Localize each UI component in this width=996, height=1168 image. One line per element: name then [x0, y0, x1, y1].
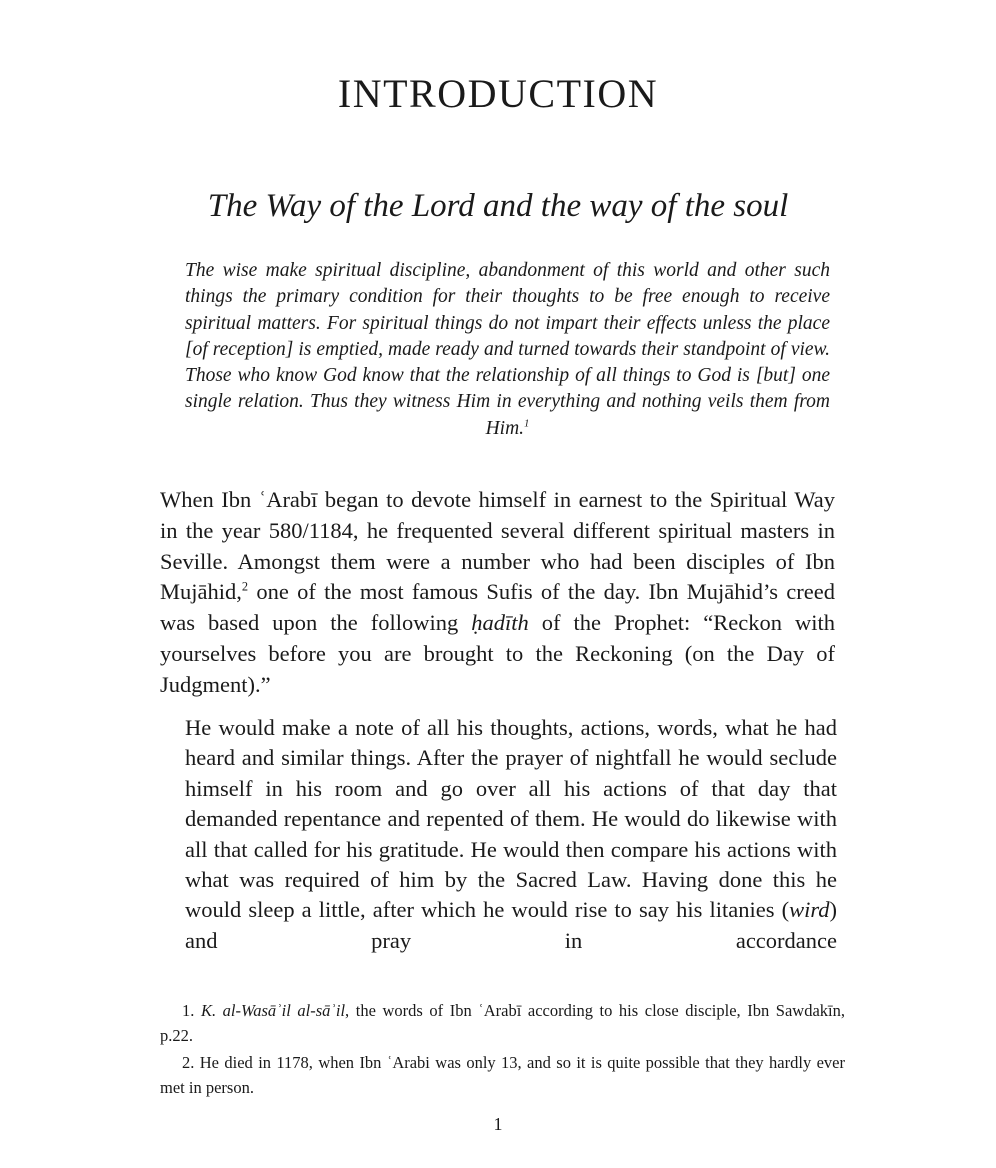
section-title: The Way of the Lord and the way of the soul: [207, 188, 789, 224]
quote-text-a: He would make a note of all his thoughts, actions, words, what he had heard and similar things. After the prayer of nightfall he would seclude himself in his room and go over all his actions of that day that demanded repentance and repented of them. He would do likewise with all that called for his gratitude. He would then compare his actions with what was required of him by the Sacred Law. Having done this he would sleep a little, after which he would rise to say his litanies (: [185, 715, 837, 923]
footnote-1: [160, 998, 845, 1048]
footnote-2-text: He died in 1178, when Ibn ʿArabi was only 13, and so it is quite possible that they hardly ever met in person.: [160, 1053, 845, 1097]
body-text-a: When Ibn ʿArabī began to devote himself in earnest to the Spiritual Way in the year 580/1184, he frequented several different spiritual masters in Seville. Amongst them were a number who had been disciples of Ibn Mujāhid,: [160, 487, 835, 605]
page-number: 1: [493, 1114, 503, 1134]
footnote-1-number: 1.: [182, 1001, 195, 1020]
epigraph-text: The wise make spiritual discipline, abandonment of this world and other such things the primary condition for their thoughts to be free enough to receive spiritual matters. For spiritual things do not impart their effects unless the place [of reception] is emptied, made ready and turned towards their standpoint of view. Those who know God know that the relationship of all things to God is [but] one single relation. Thus they witness Him in everything and nothing veils them from Him.: [185, 260, 830, 439]
footnote-1-text: , the words of Ibn ʿArabī according to his close disciple, Ibn Sawdakīn, p.22.: [160, 1001, 846, 1045]
chapter-title: INTRODUCTION: [337, 71, 659, 116]
epigraph: [185, 258, 830, 442]
body-term-hadith: ḥadīth: [471, 610, 529, 636]
body-text-c: of the Prophet: “Reckon with yourselves before you are brought to the Reckoning (on the Day of Judgment).”: [160, 610, 835, 697]
footnote-2-number: 2.: [182, 1053, 195, 1072]
body-paragraph: [160, 485, 835, 701]
quote-text-b: ) and pray in accordance: [185, 897, 837, 953]
footnotes: [160, 998, 845, 1102]
footnote-ref-2[interactable]: 2: [241, 579, 249, 594]
footnote-ref-1[interactable]: 1: [524, 417, 530, 430]
block-quote: [185, 713, 837, 956]
body-text-b: one of the most famous Sufis of the day. Ibn Mujāhid’s creed was based upon the following: [160, 579, 835, 636]
footnote-2: [160, 1050, 845, 1100]
footnote-1-title: K. al-Wasāʾil al-sāʾil: [200, 1001, 346, 1020]
quote-term-wird: wird: [789, 897, 830, 923]
